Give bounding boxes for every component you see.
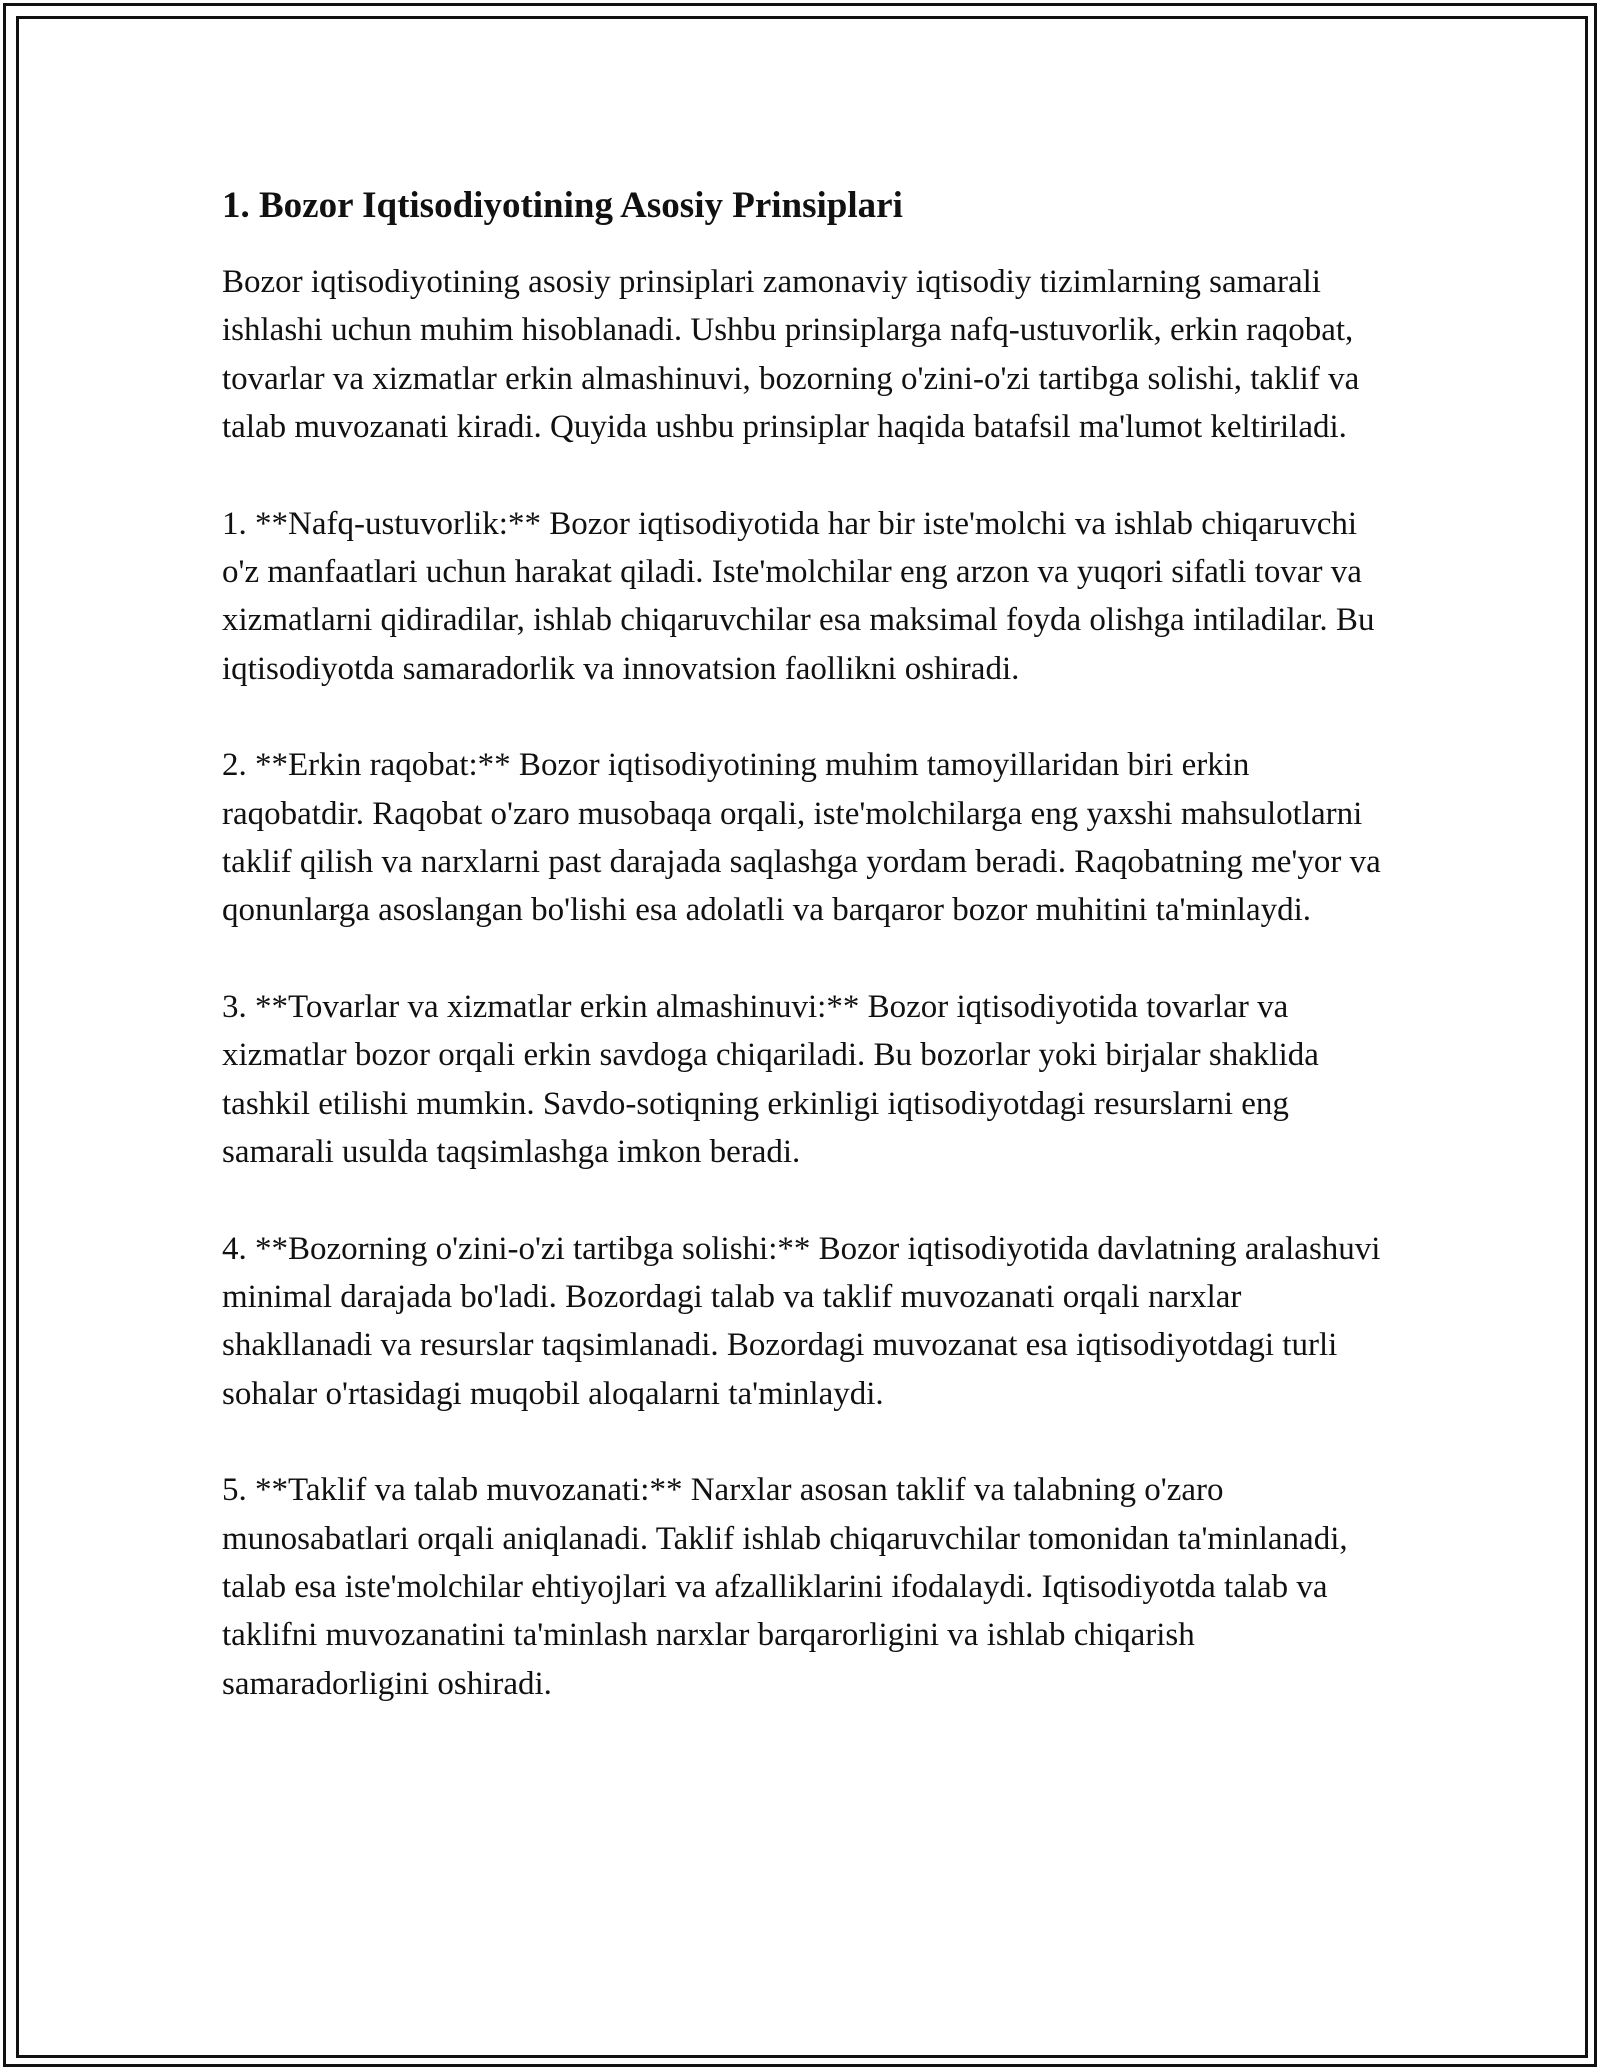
document-body	[222, 182, 1382, 1756]
document-title: 1. Bozor Iqtisodiyotining Asosiy Prinsiplari	[222, 185, 903, 226]
principle-paragraph-4: 4. **Bozorning o'zini-o'zi tartibga solishi:** Bozor iqtisodiyotida davlatning aralashuvi minimal darajada bo'ladi. Bozordagi talab va taklif muvozanati orqali narxlar shakllanadi va resurslar taqsimlanadi. Bozordagi muvozanat esa iqtisodiyotdagi turli sohalar o'rtasidagi muqobil aloqalarni ta'minlaydi.	[222, 1230, 1381, 1412]
principle-paragraph-3: 3. **Tovarlar va xizmatlar erkin almashinuvi:** Bozor iqtisodiyotida tovarlar va xizmatlar bozor orqali erkin savdoga chiqariladi. Bu bozorlar yoki birjalar shaklida tashkil etilishi mumkin. Savdo-sotiqning erkinligi iqtisodiyotdagi resurslarni eng samarali usulda taqsimlashga imkon beradi.	[222, 988, 1319, 1171]
principle-paragraph-1: 1. **Nafq-ustuvorlik:** Bozor iqtisodiyotida har bir iste'molchi va ishlab chiqaruvchi o'z manfaatlari uchun harakat qiladi. Iste'molchilar eng arzon va yuqori sifatli tovar va xizmatlarni qidiradilar, ishlab chiqaruvchilar esa maksimal foyda olishga intiladilar. Bu iqtisodiyotda samaradorlik va innovatsion faollikni oshiradi.	[222, 505, 1375, 687]
principle-paragraph-2: 2. **Erkin raqobat:** Bozor iqtisodiyotining muhim tamoyillaridan biri erkin raqobatdir. Raqobat o'zaro musobaqa orqali, iste'molchilarga eng yaxshi mahsulotlarni taklif qilish va narxlarni past darajada saqlashga yordam beradi. Raqobatning me'yor va qonunlarga asoslangan bo'lishi esa adolatli va barqaror bozor muhitini ta'minlaydi.	[222, 747, 1381, 929]
intro-paragraph: Bozor iqtisodiyotining asosiy prinsiplari zamonaviy iqtisodiy tizimlarning samarali ishlashi uchun muhim hisoblanadi. Ushbu prinsiplarga nafq-ustuvorlik, erkin raqobat, tovarlar va xizmatlar erkin almashinuvi, bozorning o'zini-o'zi tartibga solishi, taklif va talab muvozanati kiradi. Quyida ushbu prinsiplar haqida batafsil ma'lumot keltiriladi.	[222, 264, 1360, 446]
principle-paragraph-5: 5. **Taklif va talab muvozanati:** Narxlar asosan taklif va talabning o'zaro munosabatlari orqali aniqlanadi. Taklif ishlab chiqaruvchilar tomonidan ta'minlanadi, talab esa iste'molchilar ehtiyojlari va afzalliklarini ifodalaydi. Iqtisodiyotda talab va taklifni muvozanatini ta'minlash narxlar barqarorligini va ishlab chiqarish samaradorligini oshiradi.	[222, 1472, 1348, 1702]
